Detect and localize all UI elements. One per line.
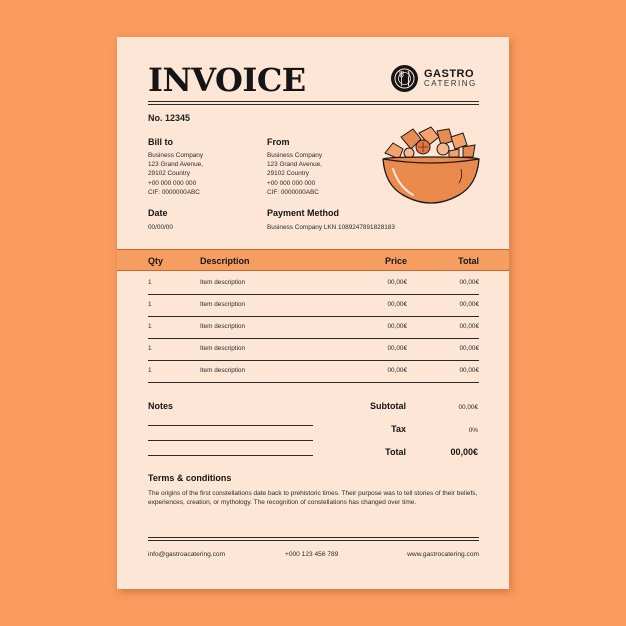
tax-label: Tax <box>391 424 406 434</box>
row-qty: 1 <box>148 301 152 308</box>
table-row <box>148 339 479 361</box>
description-header: Description <box>200 256 250 266</box>
from-address <box>267 151 322 197</box>
total-value: 00,00€ <box>450 447 478 457</box>
fork-knife-icon <box>391 65 418 92</box>
bill-to-label: Bill to <box>148 137 173 147</box>
address-line: +00 000 000 000 <box>148 179 197 187</box>
address-line: Business Company <box>148 152 204 159</box>
subtotal-label: Subtotal <box>370 401 406 411</box>
footer-divider <box>148 537 479 538</box>
row-price: 00,00€ <box>387 279 407 286</box>
invoice-sheet <box>117 37 509 589</box>
brand <box>391 65 477 92</box>
brand-name: GASTRO <box>424 68 475 81</box>
brand-subtitle: CATERING <box>424 79 477 89</box>
notes-line <box>148 440 313 441</box>
salad-bowl-illustration <box>379 123 483 207</box>
invoice-title: INVOICE <box>148 61 306 99</box>
row-total: 00,00€ <box>459 345 479 352</box>
table-row <box>148 295 479 317</box>
table-row <box>148 317 479 339</box>
row-total: 00,00€ <box>459 301 479 308</box>
address-line: 123 Grand Avenue, <box>267 161 322 169</box>
date-label: Date <box>148 208 168 218</box>
footer-phone: +000 123 456 789 <box>285 551 339 558</box>
subtotal-value: 00,00€ <box>458 404 478 411</box>
address-line: CIF: 0000000ABC <box>267 188 319 196</box>
row-total: 00,00€ <box>459 279 479 286</box>
row-price: 00,00€ <box>387 345 407 352</box>
header-divider-2 <box>148 104 479 105</box>
row-price: 00,00€ <box>387 323 407 330</box>
address-line: Business Company <box>267 152 323 159</box>
row-price: 00,00€ <box>387 301 407 308</box>
header-divider <box>148 101 479 102</box>
total-label: Total <box>385 447 406 457</box>
tax-value: 0% <box>468 427 478 434</box>
notes-label: Notes <box>148 401 174 411</box>
total-header: Total <box>458 256 479 266</box>
row-qty: 1 <box>148 345 152 352</box>
price-header: Price <box>384 256 407 266</box>
footer-website[interactable]: www.gastrocatering.com <box>407 551 479 558</box>
row-description: Item description <box>200 367 246 374</box>
date-value: 00/00/00 <box>148 224 173 231</box>
qty-header: Qty <box>148 256 164 266</box>
row-total: 00,00€ <box>459 367 479 374</box>
address-line: +00 000 000 000 <box>267 179 316 187</box>
row-description: Item description <box>200 323 246 330</box>
footer-email[interactable]: info@gastroacatering.com <box>148 551 226 558</box>
notes-line <box>148 425 313 426</box>
footer-divider-2 <box>148 540 479 541</box>
table-row <box>148 361 479 383</box>
row-total: 00,00€ <box>459 323 479 330</box>
payment-method-value: Business Company LKN 1089247891828183 <box>267 224 395 231</box>
row-price: 00,00€ <box>387 367 407 374</box>
notes-line <box>148 455 313 456</box>
address-line: 29102 Country <box>148 170 190 178</box>
row-description: Item description <box>200 279 246 286</box>
row-description: Item description <box>200 345 246 352</box>
from-label: From <box>267 137 290 147</box>
bill-to-address <box>148 151 203 197</box>
table-row <box>148 273 479 295</box>
address-line: CIF: 0000000ABC <box>148 188 200 196</box>
row-qty: 1 <box>148 323 152 330</box>
row-qty: 1 <box>148 367 152 374</box>
table-header <box>117 249 509 271</box>
invoice-number: No. 12345 <box>148 113 191 123</box>
address-line: 123 Grand Avenue, <box>148 161 203 169</box>
row-qty: 1 <box>148 279 152 286</box>
row-description: Item description <box>200 301 246 308</box>
address-line: 29102 Country <box>267 170 309 178</box>
terms-label: Terms & conditions <box>148 473 232 483</box>
terms-text: The origins of the first constellations date back to prehistoric times. Their purpose was to tell stories of their beliefs, experiences, creation, or mythology. The recognition of constellations has changed over time. <box>148 490 478 506</box>
payment-method-label: Payment Method <box>267 208 340 218</box>
